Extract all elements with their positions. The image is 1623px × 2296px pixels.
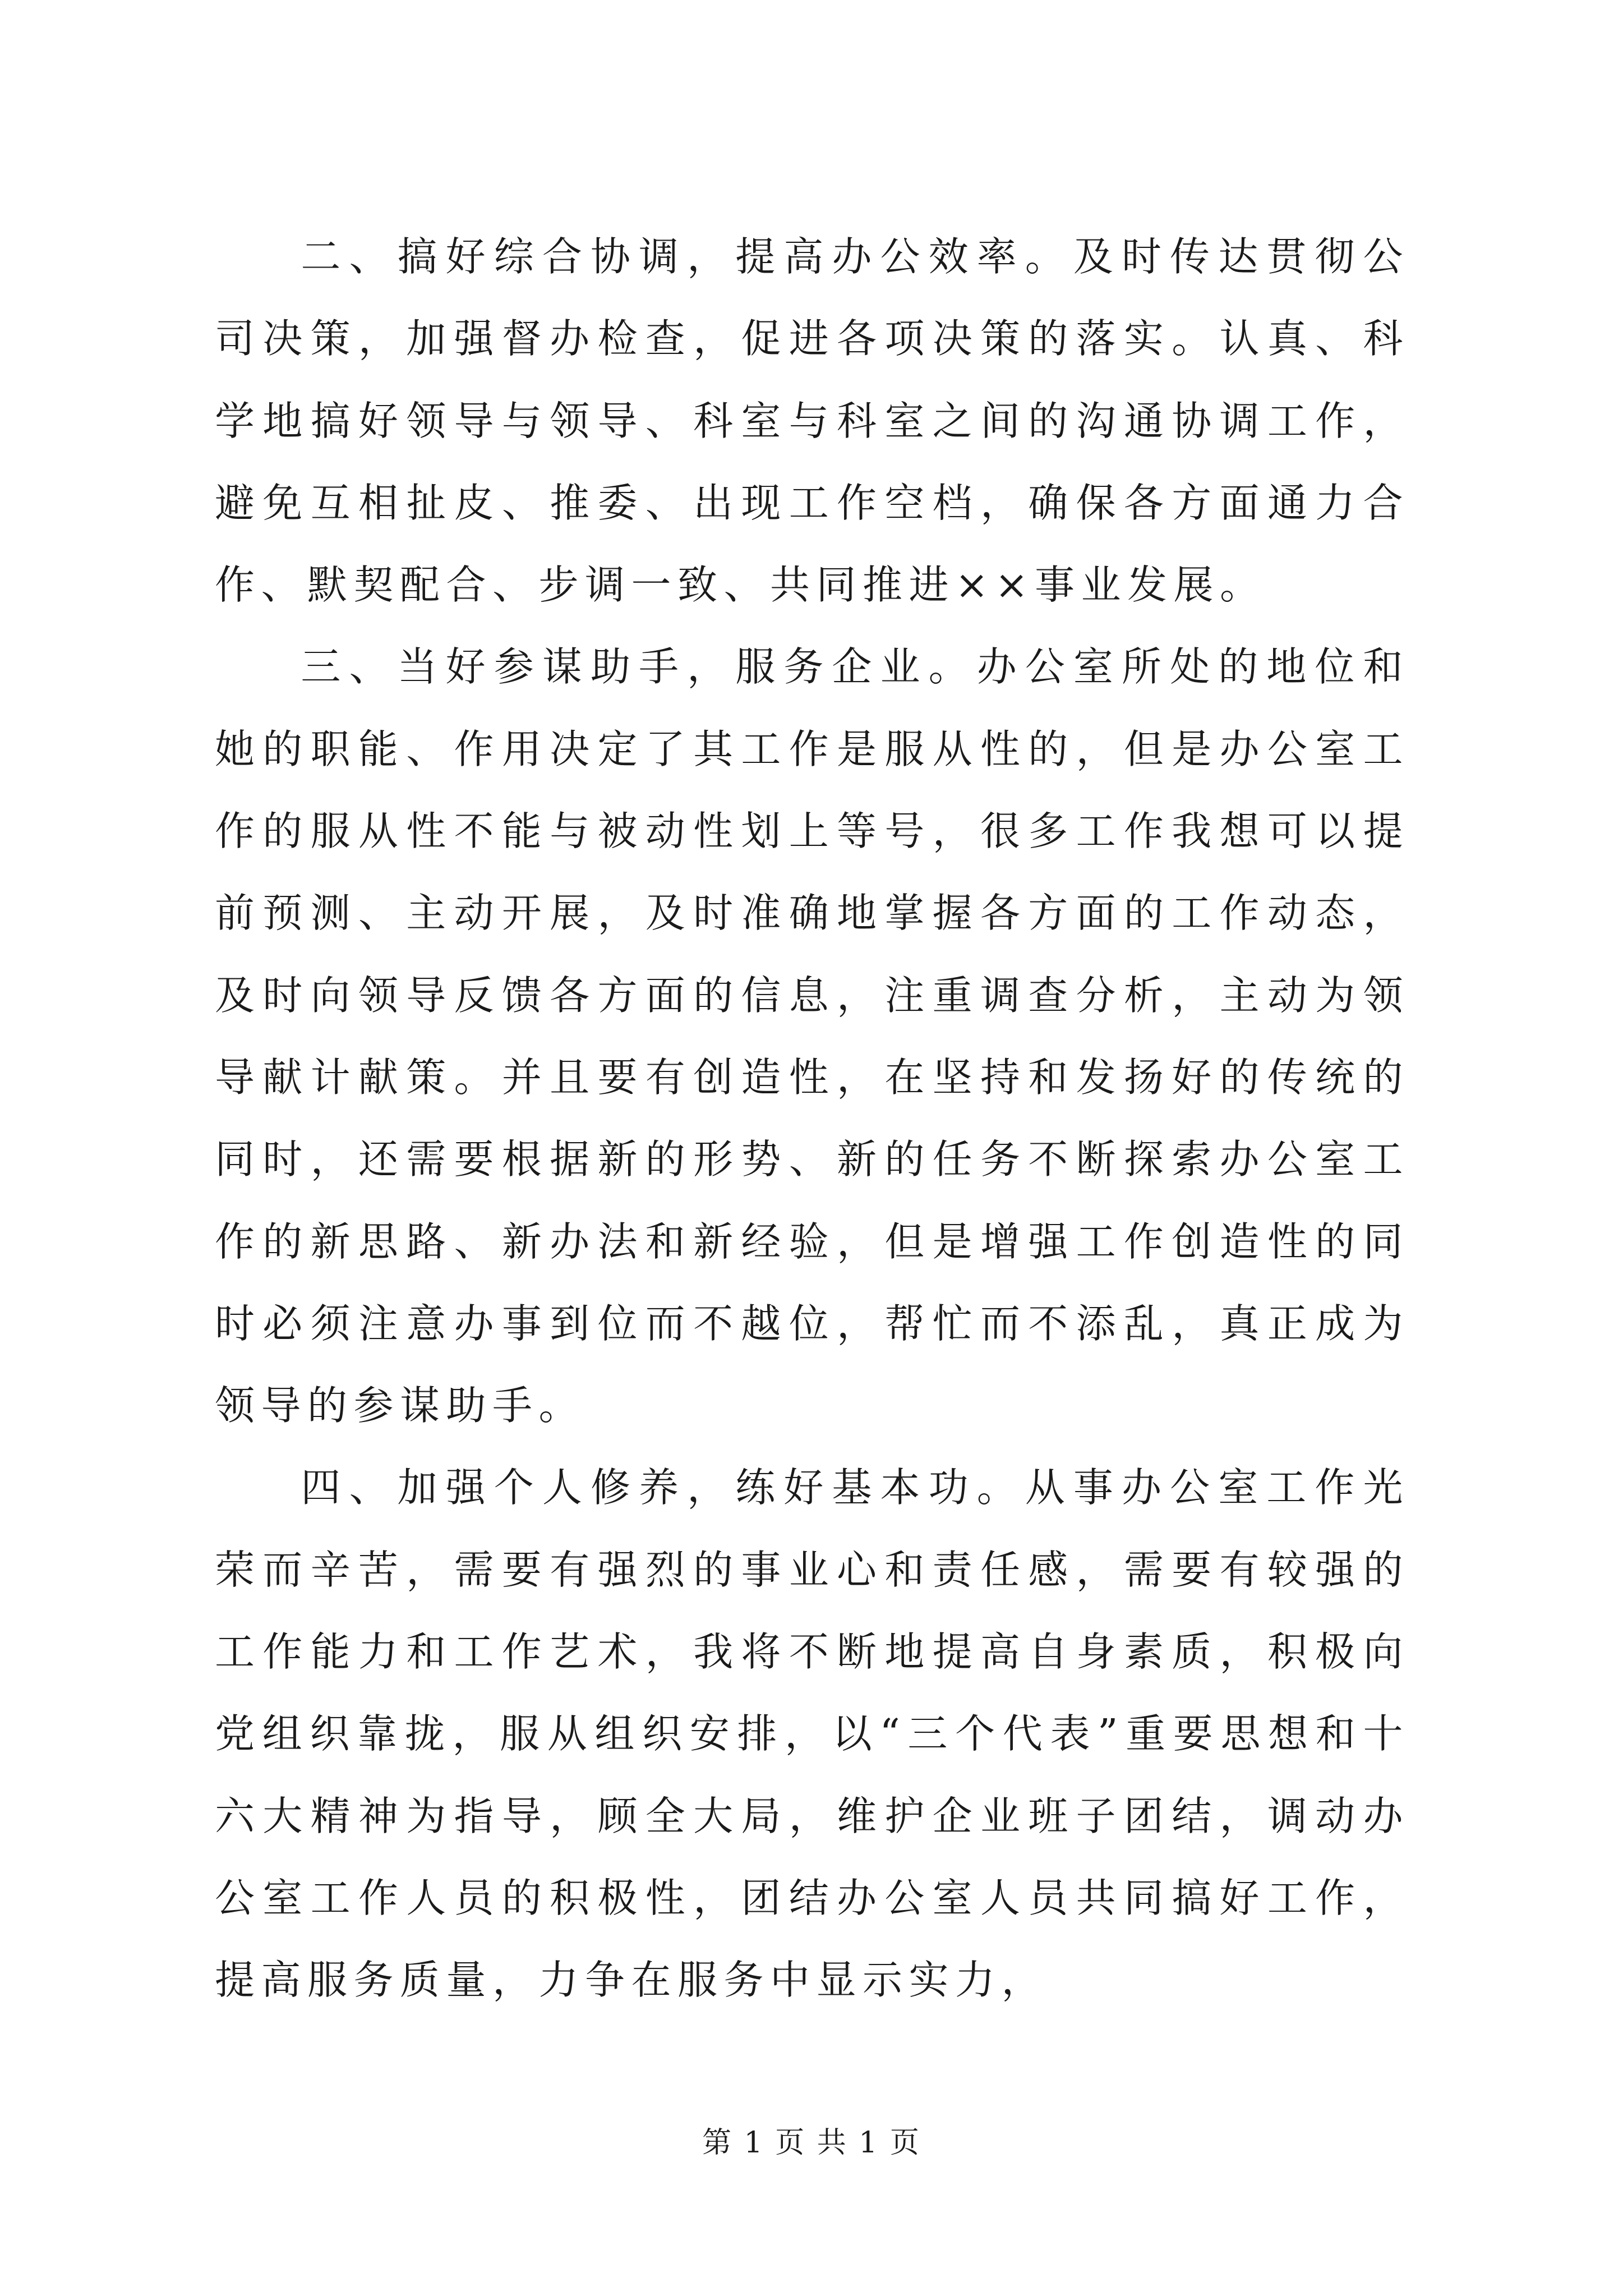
page-footer: 第 1 页 共 1 页 [702,2126,921,2160]
document-body [215,216,1409,2022]
paragraph-coordination: 二、搞好综合协调，提高办公效率。及时传达贯彻公司决策，加强督办检查，促进各项决策的落实。认真、科学地搞好领导与领导、科室与科室之间的沟通协调工作，避免互相扯皮、推委、出现工作空档，确保各方面通力合作、默契配合、步调一致、共同推进××事业发展。 [215,233,1409,609]
paragraph-self-cultivation: 四、加强个人修养，练好基本功。从事办公室工作光荣而辛苦，需要有强烈的事业心和责任感，需要有较强的工作能力和工作艺术，我将不断地提高自身素质，积极向党组织靠拢，服从组织安排，以“三个代表”重要思想和十六大精神为指导，顾全大局，维护企业班子团结，调动办公室工作人员的积极性，团结办公室人员共同搞好工作，提高服务质量，力争在服务中显示实力， [215,1464,1409,2004]
paragraph-advisor: 三、当好参谋助手，服务企业。办公室所处的地位和她的职能、作用决定了其工作是服从性的，但是办公室工作的服从性不能与被动性划上等号，很多工作我想可以提前预测、主动开展，及时准确地掌握各方面的工作动态，及时向领导反馈各方面的信息，注重调查分析，主动为领导献计献策。并且要有创造性，在坚持和发扬好的传统的同时，还需要根据新的形势、新的任务不断探索办公室工作的新思路、新办法和新经验，但是增强工作创造性的同时必须注意办事到位而不越位，帮忙而不添乱，真正成为领导的参谋助手。 [215,643,1409,1429]
